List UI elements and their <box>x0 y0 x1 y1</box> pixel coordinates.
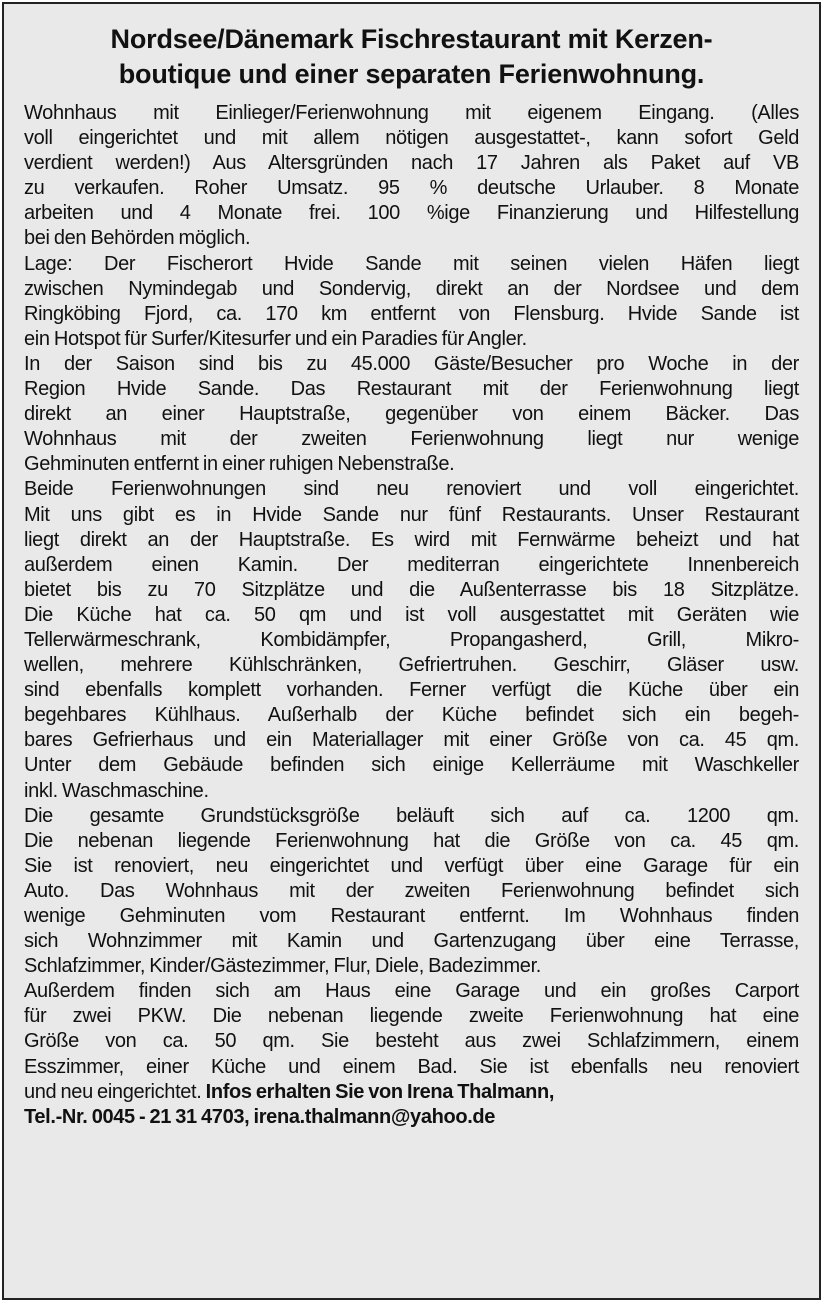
text-line: Esszimmer, einer Küche und einem Bad. Sie ist ebenfalls neu renoviert <box>24 1055 799 1078</box>
text-line: Gehminuten entfernt in einer ruhigen Nebenstraße. <box>24 453 455 476</box>
contact-details: Tel.-Nr. 0045 - 21 31 4703, irena.thalmann@yahoo.de <box>24 1105 496 1128</box>
text-line: ein Hotspot für Surfer/Kitesurfer und ein Paradies für Angler. <box>24 327 527 350</box>
text-line: bares Gefrierhaus und ein Materiallager mit einer Größe von ca. 45 qm. <box>24 729 799 752</box>
text-line: Tellerwärmeschrank, Kombidämpfer, Propangasherd, Grill, Mikro- <box>24 628 799 651</box>
text-line: bei den Behörden möglich. <box>24 227 251 250</box>
text-line: Wohnhaus mit Einlieger/Ferienwohnung mit eigenem Eingang. (Alles <box>24 102 799 124</box>
text-line: voll eingerichtet und mit allem nötigen ausgestattet-, kann sofort Geld <box>24 127 799 150</box>
contact-name: Infos erhalten Sie von Irena Thalmann, <box>205 1080 555 1103</box>
text-line: Größe von ca. 50 qm. Sie besteht aus zwei Schlafzimmern, einem <box>24 1030 799 1053</box>
text-line: Auto. Das Wohnhaus mit der zweiten Ferienwohnung befindet sich <box>24 879 799 902</box>
ad-title <box>24 22 799 92</box>
ad-body <box>24 101 799 1130</box>
text-line: wenige Gehminuten vom Restaurant entfernt. Im Wohnhaus finden <box>24 905 799 927</box>
text-line: für zwei PKW. Die nebenan liegende zweite Ferienwohnung hat eine <box>24 1005 799 1028</box>
closing-line <box>24 1080 799 1105</box>
title-line: boutique und einer separaten Ferienwohnung. <box>118 59 705 89</box>
text-line: sich Wohnzimmer mit Kamin und Gartenzugang über eine Terrasse, <box>24 930 799 953</box>
text-line: Die nebenan liegende Ferienwohnung hat die Größe von ca. 45 qm. <box>24 829 799 852</box>
text-line: Außerdem finden sich am Haus eine Garage und ein großes Carport <box>24 980 799 1003</box>
text-line: begehbares Kühlhaus. Außerhalb der Küche befindet sich ein begeh- <box>24 704 799 727</box>
text-line: Die Küche hat ca. 50 qm und ist voll ausgestattet mit Geräten wie <box>24 603 799 626</box>
text-line: direkt an einer Hauptstraße, gegenüber von einem Bäcker. Das <box>24 403 799 426</box>
text-line: Die gesamte Grundstücksgröße beläuft sich auf ca. 1200 qm. <box>24 804 799 827</box>
text-line: wellen, mehrere Kühlschränken, Gefriertruhen. Geschirr, Gläser usw. <box>24 654 799 677</box>
title-line: Nordsee/Dänemark Fischrestaurant mit Kerzen- <box>110 24 713 54</box>
text-line: Lage: Der Fischerort Hvide Sande mit seinen vielen Häfen liegt <box>24 252 799 275</box>
contact-line <box>24 1105 799 1130</box>
text-line: Mit uns gibt es in Hvide Sande nur fünf Restaurants. Unser Restaurant <box>24 503 799 526</box>
text-line: sind ebenfalls komplett vorhanden. Ferner verfügt die Küche über ein <box>24 679 799 702</box>
text-line: Wohnhaus mit der zweiten Ferienwohnung liegt nur wenige <box>24 428 799 451</box>
text-line: zu verkaufen. Roher Umsatz. 95 % deutsche Urlauber. 8 Monate <box>24 177 799 200</box>
text-line: In der Saison sind bis zu 45.000 Gäste/Besucher pro Woche in der <box>24 352 799 375</box>
text-line: Unter dem Gebäude befinden sich einige Kellerräume mit Waschkeller <box>24 754 799 777</box>
text-line: außerdem einen Kamin. Der mediterran eingerichtete Innenbereich <box>24 553 799 576</box>
text-line: zwischen Nymindegab und Sondervig, direkt an der Nordsee und dem <box>24 277 799 300</box>
text-line: bietet bis zu 70 Sitzplätze und die Außenterrasse bis 18 Sitzplätze. <box>24 578 799 601</box>
text-line: arbeiten und 4 Monate frei. 100 %ige Finanzierung und Hilfestellung <box>24 202 799 225</box>
text-line: verdient werden!) Aus Altersgründen nach 17 Jahren als Paket auf VB <box>24 152 799 175</box>
text-line: Region Hvide Sande. Das Restaurant mit der Ferienwohnung liegt <box>24 378 799 401</box>
text-line: Sie ist renoviert, neu eingerichtet und verfügt über eine Garage für ein <box>24 854 799 877</box>
classified-ad <box>2 2 821 1300</box>
text-line: Ringköbing Fjord, ca. 170 km entfernt von Flensburg. Hvide Sande ist <box>24 302 799 325</box>
text-line: Beide Ferienwohnungen sind neu renoviert und voll eingerichtet. <box>24 478 799 501</box>
text-line: inkl. Waschmaschine. <box>24 779 209 802</box>
closing-text: und neu eingerichtet. <box>24 1080 206 1103</box>
text-line: Schlafzimmer, Kinder/Gästezimmer, Flur, Diele, Badezimmer. <box>24 955 541 978</box>
text-line: liegt direkt an der Hauptstraße. Es wird mit Fernwärme beheizt und hat <box>24 528 799 551</box>
